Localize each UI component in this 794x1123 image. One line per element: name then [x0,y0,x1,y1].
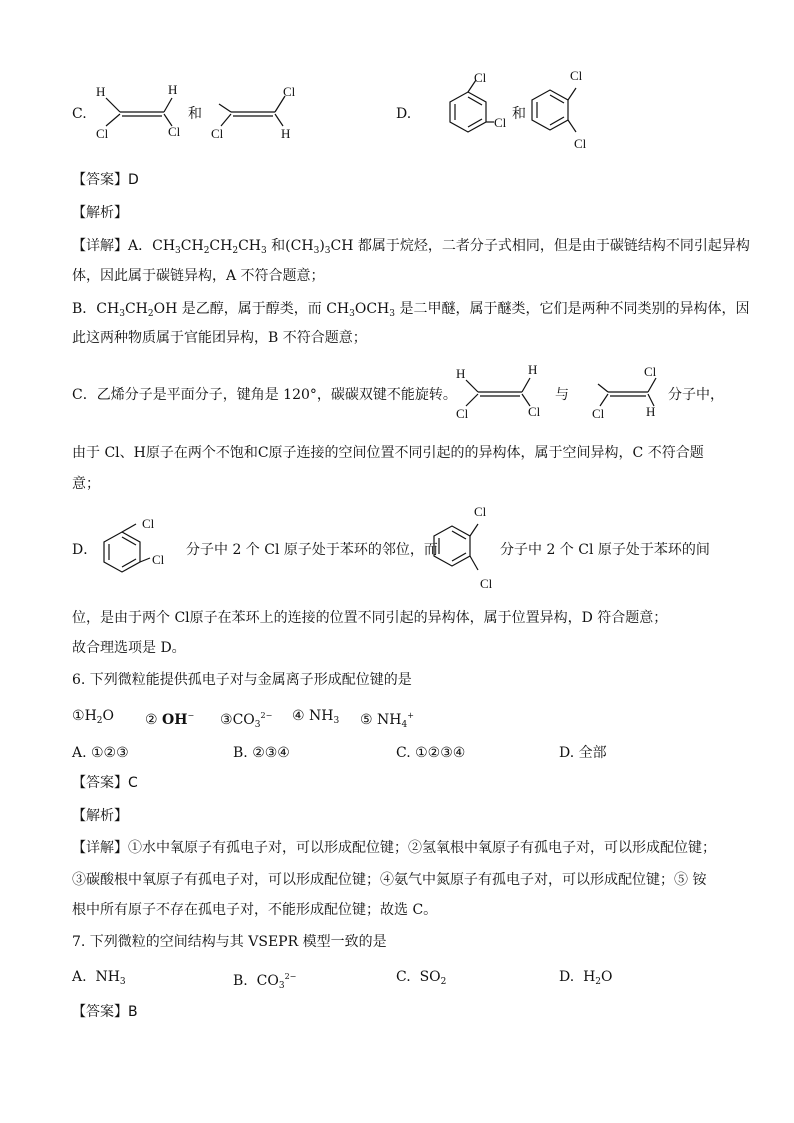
q5-detail-a-line2: 体，因此属于碳链异构，A 不符合题意； [72,268,325,284]
q5-detail-b-line2: 此这两种物质属于官能团异构，B 不符合题意； [72,330,367,346]
svg-text:Cl: Cl [480,576,493,591]
q5-detail-a-line1: 【详解】A．$CH_3CH_2CH_2CH_3$ 和$(CH_3)_3CH$ 都属于烷烃，二者分子式相同，但是由于碳链结构不同引起异构 [72,238,750,256]
q5-answer: 【答案】D [72,172,139,188]
svg-text:Cl: Cl [96,126,109,141]
q7-option-a: A. $NH_3$ [72,969,126,987]
svg-text:Cl: Cl [474,70,487,85]
q6-detail-line2: ③碳酸根中氧原子有孤电子对，可以形成配位键；④氨气中氮原子有孤电子对，可以形成配位键；⑤ 铵 [72,872,707,888]
q5-analysis-label: 【解析】 [72,205,128,221]
cis-dichloroethene-inline [452,362,552,422]
q6-item-2: ② OH− [145,711,195,728]
svg-text:H: H [281,126,291,141]
q6-stem: 6. 下列微粒能提供孤电子对与金属离子形成配位键的是 [72,672,412,688]
q7-answer: 【答案】B [72,1004,138,1020]
q5-detail-c-line2: 由于 Cl、H原子在两个不饱和C原子连接的空间位置不同引起的的异构体，属于空间异构，C 不符合题 [72,445,704,461]
svg-text:Cl: Cl [494,115,507,130]
q6-option-a: A. ①②③ [72,745,129,761]
he-connector-c: 和 [188,106,202,122]
q7-option-b: B. $CO_3^{2-}$ [233,972,297,991]
q6-item-4: ④ $NH_3$ [292,708,340,726]
q5-detail-d-prefix: D． [72,542,98,558]
q5-detail-c-line1: C．乙烯分子是平面分子，键角是 120°，碳碳双键不能旋转。 [72,387,457,403]
svg-text:Cl: Cl [168,124,181,139]
yu-connector: 与 [555,387,569,403]
option-c-label: C. [72,106,87,122]
meta-dichlorobenzene-inline [430,500,510,600]
svg-text:H: H [96,84,106,99]
q6-item-1: $①H_2O$ [72,708,114,726]
q6-option-d: D. 全部 [559,745,607,761]
q6-detail-line3: 根中所有原子不存在孤电子对，不能形成配位键；故选 C。 [72,902,438,918]
c-fenzi-text: 分子中， [668,387,724,403]
cis-dichloroethene-structure [92,80,202,140]
q6-option-c: C. ①②③④ [396,745,466,761]
trans-dichloroethene-inline [590,362,680,422]
ortho-dichlorobenzene-inline [92,510,192,590]
q6-answer: 【答案】C [72,775,138,791]
q6-detail-line1: 【详解】①水中氧原子有孤电子对，可以形成配位键；②氢氧根中氧原子有孤电子对，可以形成配位键； [72,840,716,856]
svg-text:H: H [646,404,656,419]
q5-detail-c-line3: 意； [72,476,100,492]
q7-option-c: C. $SO_2$ [396,969,447,987]
svg-text:Cl: Cl [456,406,469,421]
svg-text:H: H [456,366,466,381]
trans-dichloroethene-structure [205,80,315,140]
option-d-label: D. [396,106,412,122]
q5-conclusion: 故合理选项是 D。 [72,640,186,656]
svg-text:Cl: Cl [152,552,165,567]
q6-analysis-label: 【解析】 [72,808,128,824]
svg-text:Cl: Cl [142,516,155,531]
svg-text:Cl: Cl [644,364,657,379]
q5-detail-d-line2: 位，是由于两个 Cl原子在苯环上的连接的位置不同引起的异构体，属于位置异构，D 符合题意； [72,610,668,626]
svg-text:Cl: Cl [592,406,605,421]
svg-text:H: H [168,82,178,97]
svg-text:Cl: Cl [474,504,487,519]
svg-text:Cl: Cl [283,84,296,99]
q5-detail-b-line1: B．$CH_3CH_2OH$ 是乙醇，属于醇类，而 $CH_3OCH_3$ 是二甲醚，属于醚类，它们是两种不同类别的异构体，因 [72,301,750,319]
svg-text:H: H [528,362,538,377]
q6-option-b: B. ②③④ [233,745,290,761]
q6-item-5: ⑤ $NH_4^+$ [360,711,414,730]
q5-detail-d-tail: 分子中 2 个 Cl 原子处于苯环的间 [500,542,710,558]
he-connector-d: 和 [512,106,526,122]
svg-text:Cl: Cl [574,136,587,151]
svg-text:Cl: Cl [570,68,583,83]
q7-option-d: D. $H_2O$ [559,969,613,987]
q5-detail-d-mid: 分子中 2 个 Cl 原子处于苯环的邻位，而 [186,542,438,558]
svg-text:Cl: Cl [528,404,541,419]
svg-text:Cl: Cl [211,126,224,141]
q6-item-3: $③CO_3^{2-}$ [220,711,273,730]
meta-dichlorobenzene-structure [528,60,638,160]
q7-stem: 7. 下列微粒的空间结构与其 VSEPR 模型一致的是 [72,934,387,950]
